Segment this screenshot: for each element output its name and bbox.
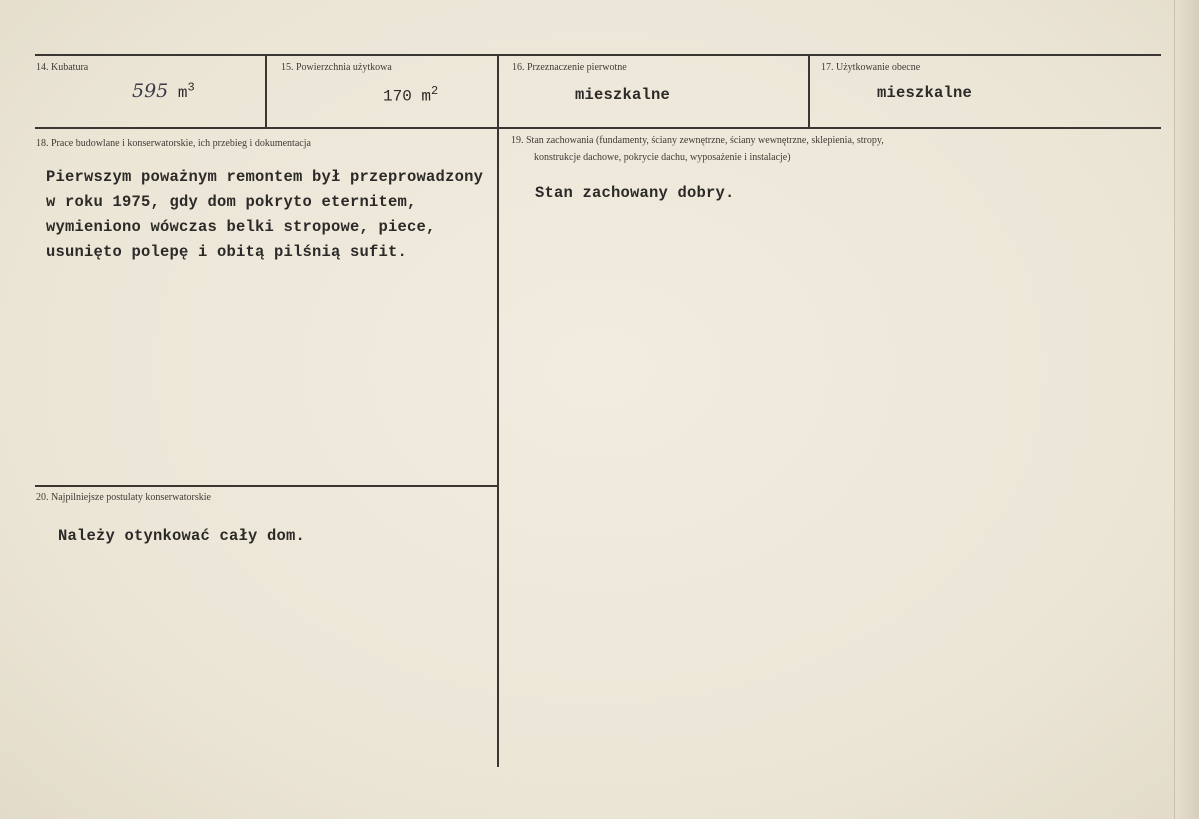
field-19-label-line-1: 19. Stan zachowania (fundamenty, ściany zewnętrzne, ściany wewnętrzne, sklepienia, stropy, bbox=[511, 135, 884, 146]
area-exponent: 2 bbox=[431, 84, 439, 98]
field-18-label: 18. Prace budowlane i konserwatorskie, ich przebieg i dokumentacja bbox=[36, 138, 311, 149]
field-17-label: 17. Użytkowanie obecne bbox=[821, 62, 921, 73]
field-15-label: 15. Powierzchnia użytkowa bbox=[281, 62, 392, 73]
field-14-value bbox=[132, 80, 195, 102]
section20-top-rule bbox=[35, 485, 497, 487]
field-17-value: mieszkalne bbox=[877, 84, 973, 102]
field-19-label-line-2: konstrukcje dachowe, pokrycie dachu, wyposażenie i instalacje) bbox=[534, 152, 791, 163]
cubature-unit: m bbox=[177, 84, 188, 102]
cubature-number: 595 bbox=[132, 80, 169, 102]
divider-14-15 bbox=[265, 55, 267, 128]
field-18-line-1: Pierwszym poważnym remontem był przeprowadzony bbox=[46, 168, 484, 186]
divider-16-17 bbox=[808, 55, 810, 128]
field-16-label: 16. Przeznaczenie pierwotne bbox=[512, 62, 627, 73]
area-unit: m bbox=[421, 87, 432, 106]
field-20-label: 20. Najpilniejsze postulaty konserwatorskie bbox=[36, 492, 211, 503]
field-18-line-3: wymieniono wówczas belki stropowe, piece, bbox=[46, 218, 436, 236]
field-19-value: Stan zachowany dobry. bbox=[535, 184, 735, 202]
row1-bottom-rule bbox=[35, 127, 1161, 129]
field-16-value: mieszkalne bbox=[575, 86, 671, 104]
field-20-value: Należy otynkować cały dom. bbox=[58, 527, 306, 545]
divider-15-16 bbox=[497, 55, 499, 767]
card-edge bbox=[1174, 0, 1199, 819]
field-18-line-4: usunięto polepę i obitą pilśnią sufit. bbox=[46, 243, 408, 261]
field-14-label: 14. Kubatura bbox=[36, 62, 89, 73]
field-15-value bbox=[383, 84, 438, 105]
top-rule bbox=[35, 54, 1161, 56]
area-number: 170 bbox=[383, 87, 412, 106]
field-18-line-2: w roku 1975, gdy dom pokryto eternitem, bbox=[46, 193, 417, 211]
cubature-exponent: 3 bbox=[187, 80, 195, 95]
